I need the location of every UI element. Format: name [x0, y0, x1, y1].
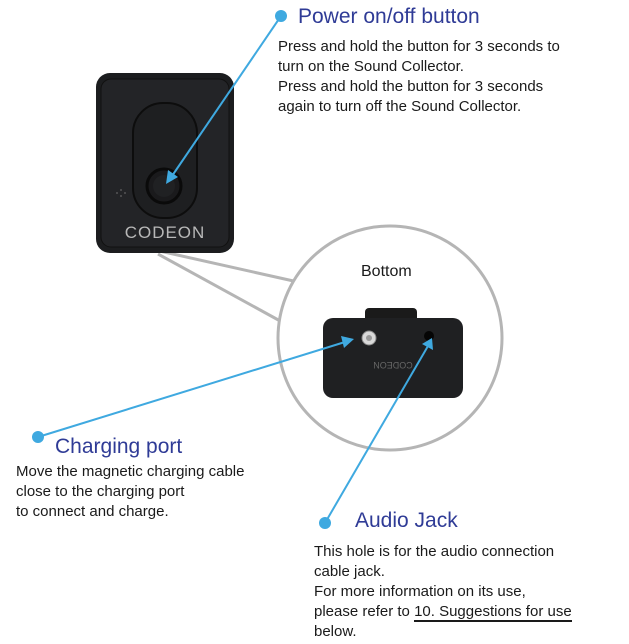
text-line: Move the magnetic charging cable: [16, 463, 245, 480]
text-line: turn on the Sound Collector.: [278, 58, 464, 75]
audio-jack-description: [314, 542, 572, 642]
text-line: cable jack.: [314, 563, 385, 580]
power-button-description: [278, 37, 560, 117]
text-line: For more information on its use,: [314, 583, 526, 600]
charging-port-description: [16, 462, 244, 522]
bottom-view-label: Bottom: [361, 263, 412, 280]
charging-port-heading: Charging port: [55, 435, 183, 458]
text-line: close to the charging port: [16, 483, 185, 500]
text-line: again to turn off the Sound Collector.: [278, 98, 522, 115]
power-button-heading: Power on/off button: [298, 5, 480, 28]
text-line: This hole is for the audio connection: [314, 543, 555, 560]
audio-jack-heading: Audio Jack: [355, 509, 458, 532]
text-line: below.: [314, 623, 357, 640]
svg-text:CODEON: CODEON: [373, 360, 413, 370]
text-line: to connect and charge.: [16, 503, 169, 520]
ref-prefix: please refer to: [314, 603, 415, 620]
text-line: [314, 602, 572, 622]
device-logo: CODEON: [124, 223, 206, 242]
suggestions-reference-link[interactable]: 10. Suggestions for use: [414, 603, 572, 620]
text-line: Press and hold the button for 3 seconds: [278, 78, 544, 95]
device-bottom-image: [323, 308, 463, 398]
device-front-image: [96, 73, 234, 253]
text-line: Press and hold the button for 3 seconds to: [278, 38, 560, 55]
